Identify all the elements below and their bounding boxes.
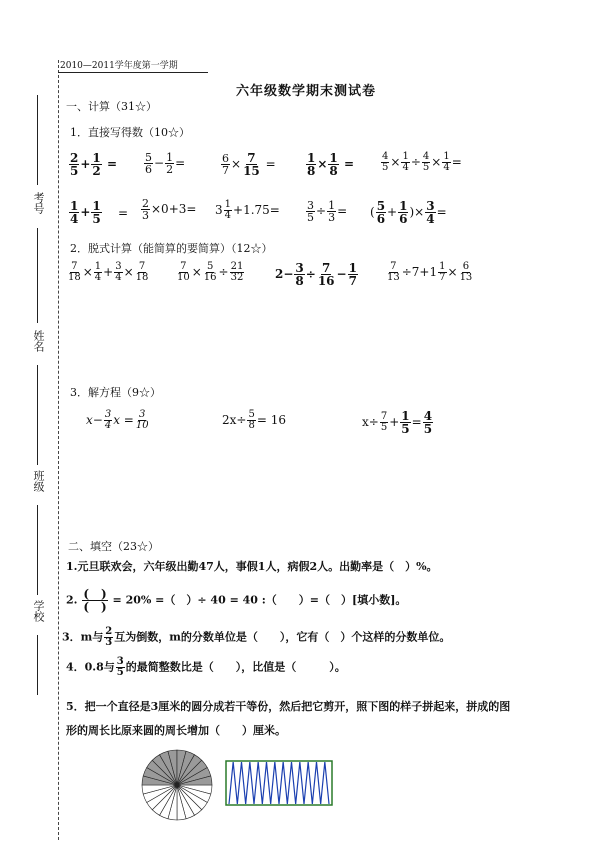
- section2-title: 二、填空（23☆）: [68, 540, 159, 553]
- calc-2-3: 3 $\frac{1}{4}$ +1.75=: [215, 199, 280, 221]
- calc-3-3: 2− $\frac{3}{8}$ ÷ $\frac{7}{16}$ − $\frac{1}{7}$: [275, 261, 357, 288]
- fill-q4: 4．0.8与 $\frac{3}{5}$ 的最简整数比是（ ），比值是（ ）。: [66, 656, 346, 678]
- student-id-label: 考号: [32, 192, 45, 214]
- class-label: 班级: [32, 470, 45, 492]
- side-rule-2: [37, 228, 38, 323]
- calc-3-1: $\frac{7}{18}$ × $\frac{1}{4}$ + $\frac{3}{4}$ × $\frac{7}{18}$: [68, 261, 149, 283]
- calc-2-1: $\frac{1}{4}$ + $\frac{1}{5}$: [70, 199, 101, 226]
- q3-title: 3．解方程（9☆）: [70, 386, 161, 399]
- rearranged-strip-figure: [225, 760, 333, 806]
- side-rule-top: [37, 95, 38, 185]
- fill-q3: 3．m与 $\frac{2}{3}$ 互为倒数，m的分数单位是（ ），它有（ ）个这样的分数单位。: [62, 626, 451, 648]
- binding-dashed-line: [58, 60, 59, 840]
- side-rule-4: [37, 505, 38, 595]
- calc-2-5: ( $\frac{5}{6}$ + $\frac{1}{6}$ )× $\frac{3}{4}$ =: [370, 199, 447, 226]
- side-rule-5: [37, 635, 38, 695]
- fill-q5-line1: 5．把一个直径是3厘米的圆分成若干等份，然后把它剪开，照下图的样子拼起来，拼成的图: [66, 700, 511, 713]
- calc-1-2: $\frac{5}{6}$ − $\frac{1}{2}$ =: [145, 151, 186, 176]
- calc-3-4: $\frac{7}{13}$ ÷7+1 $\frac{1}{7}$ × $\frac{6}{13}$: [387, 261, 473, 283]
- calc-2-4: $\frac{3}{5}$ ÷ $\frac{1}{3}$ =: [307, 199, 348, 224]
- header-underline: [58, 72, 208, 73]
- fill-q5-line2: 形的周长比原来圆的周长增加（ ）厘米。: [66, 724, 286, 737]
- q2-title: 2．脱式计算（能简算的要简算）（12☆）: [70, 242, 273, 255]
- calc-1-5: $\frac{4}{5}$ × $\frac{1}{4}$ ÷ $\frac{4}{5}$ × $\frac{1}{4}$ =: [382, 151, 462, 173]
- calc-1-4: $\frac{1}{8}$ × $\frac{1}{8}$ =: [307, 151, 355, 178]
- q1-title: 1．直接写得数（10☆）: [70, 126, 190, 139]
- name-label: 姓名: [32, 330, 45, 352]
- eq-2: 2x÷ $\frac{5}{8}$ = 16: [222, 409, 286, 431]
- eq-3: x÷ $\frac{7}{5}$ + $\frac{1}{5}$ = $\frac{4}{5}$: [362, 409, 433, 436]
- blank-fraction: $\frac{( )}{( )}$: [83, 587, 107, 614]
- calc-3-2: $\frac{7}{10}$ × $\frac{5}{16}$ ÷ $\frac{21}{32}$: [177, 261, 244, 283]
- calc-1-3: $\frac{6}{7}$ × $\frac{7}{15}$ =: [222, 151, 276, 178]
- section1-title: 一、计算（31☆）: [66, 100, 157, 113]
- fill-q1: 1.元旦联欢会，六年级出勤47人，事假1人，病假2人。出勤率是（ ）%。: [66, 560, 438, 573]
- page-title: 六年级数学期末测试卷: [236, 84, 377, 99]
- strip-zigzag: [229, 762, 329, 804]
- school-label: 学校: [32, 600, 45, 622]
- calc-2-2: $\frac{2}{3}$ ×0+3=: [142, 197, 197, 222]
- calc-2-1-eq: =: [118, 206, 129, 220]
- calc-1-1: $\frac{2}{5}$ + $\frac{1}{2}$ =: [70, 151, 118, 178]
- eq-1: x− $\frac{3}{4}$ x = $\frac{3}{10}$: [86, 409, 149, 431]
- fill-q2: 2. $\frac{( )}{( )}$ = 20% =（ ）÷ 40 = 40 :（ ）=（ ）[填小数]。: [66, 587, 407, 614]
- divided-circle-figure: [140, 748, 214, 822]
- term-header: 2010—2011学年度第一学期: [60, 61, 178, 71]
- side-rule-3: [37, 365, 38, 465]
